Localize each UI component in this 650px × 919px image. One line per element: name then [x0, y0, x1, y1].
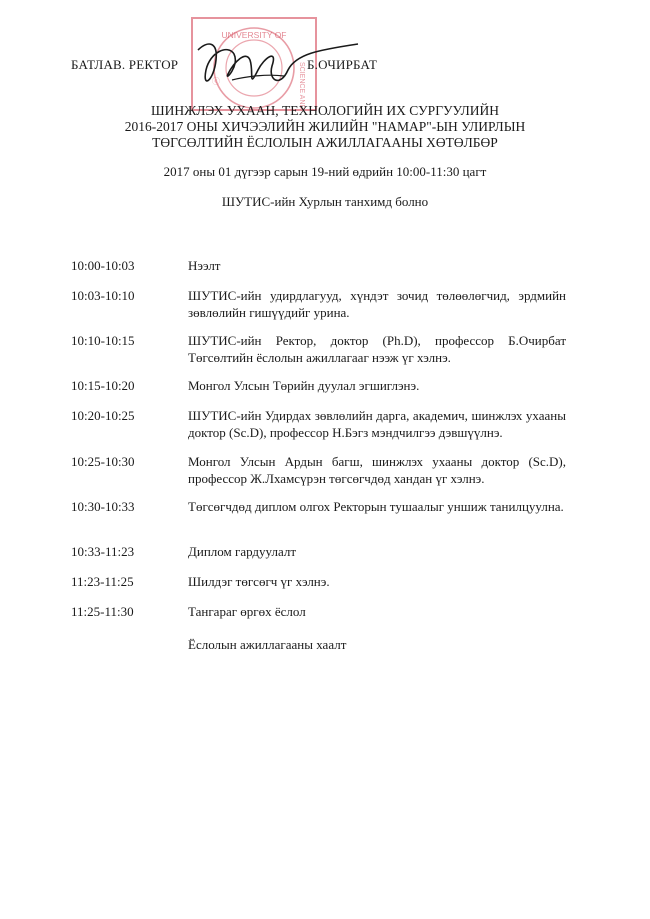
schedule-item: Шилдэг төгсөгч үг хэлнэ.: [188, 574, 330, 589]
schedule-time: 10:25-10:30: [71, 454, 135, 469]
schedule-time: 10:15-10:20: [71, 378, 135, 393]
schedule-item: ШУТИС-ийн удирдлагууд, хүндэт зочид төлөөлөгчид, эрдмийн зөвлөлийн гишүүдийг урина.: [188, 288, 566, 320]
schedule-time: 10:03-10:10: [71, 288, 135, 303]
schedule-time: 10:20-10:25: [71, 408, 135, 423]
schedule-time: 10:33-11:23: [71, 544, 135, 559]
svg-text:ⓒ: ⓒ: [212, 77, 220, 86]
approval-label: БАТЛАВ. РЕКТОР: [71, 57, 179, 72]
title-line-2: 2016-2017 ОНЫ ХИЧЭЭЛИЙН ЖИЛИЙН "НАМАР"-ЫН УЛИРЛЫН: [124, 119, 526, 134]
schedule-item: Ёслолын ажиллагааны хаалт: [188, 637, 347, 652]
svg-text:UNIVERSITY OF: UNIVERSITY OF: [221, 30, 287, 40]
schedule-time: 11:25-11:30: [71, 604, 134, 619]
title-line-1: ШИНЖЛЭХ УХААН, ТЕХНОЛОГИЙН ИХ СУРГУУЛИЙН: [151, 103, 499, 118]
schedule-item: Монгол Улсын Ардын багш, шинжлэх ухааны доктор (Sc.D), профессор Ж.Лхамсүрэн төгсөгчдөд хандан үг хэлнэ.: [188, 454, 566, 486]
schedule-item: Диплом гардуулалт: [188, 544, 297, 559]
document-title: [60, 103, 590, 151]
schedule-time: 10:00-10:03: [71, 258, 135, 273]
event-venue: ШУТИС-ийн Хурлын танхимд болно: [221, 194, 429, 209]
svg-text:SCIENCE AND: SCIENCE AND: [298, 62, 305, 110]
schedule-time: 11:23-11:25: [71, 574, 134, 589]
schedule-item: Төгсөгчдөд диплом олгох Ректорын тушаалыг уншиж танилцуулна.: [188, 499, 564, 514]
schedule-item: ШУТИС-ийн Удирдах зөвлөлийн дарга, академич, шинжлэх ухааны доктор (Sc.D), профессор Н.Бэгз мэндчилгээ дэвшүүлнэ.: [188, 408, 566, 440]
event-date: 2017 оны 01 дүгээр сарын 19-ний өдрийн 10:00-11:30 цагт: [163, 164, 487, 179]
schedule-time: 10:30-10:33: [71, 499, 135, 514]
rector-name: Б.ОЧИРБАТ: [307, 57, 378, 72]
schedule-time: 10:10-10:15: [71, 333, 135, 348]
schedule-item: Монгол Улсын Төрийн дуулал эгшиглэнэ.: [188, 378, 420, 393]
title-line-3: ТӨГСӨЛТИЙН ЁСЛОЛЫН АЖИЛЛАГААНЫ ХӨТӨЛБӨР: [152, 135, 498, 150]
schedule-item: Нээлт: [188, 258, 221, 273]
schedule-item: ШУТИС-ийн Ректор, доктор (Ph.D), профессор Б.Очирбат Төгсөлтийн ёслолын ажиллагааг нээж үг хэлнэ.: [188, 333, 566, 365]
schedule-item: Тангараг өргөх ёслол: [188, 604, 306, 619]
